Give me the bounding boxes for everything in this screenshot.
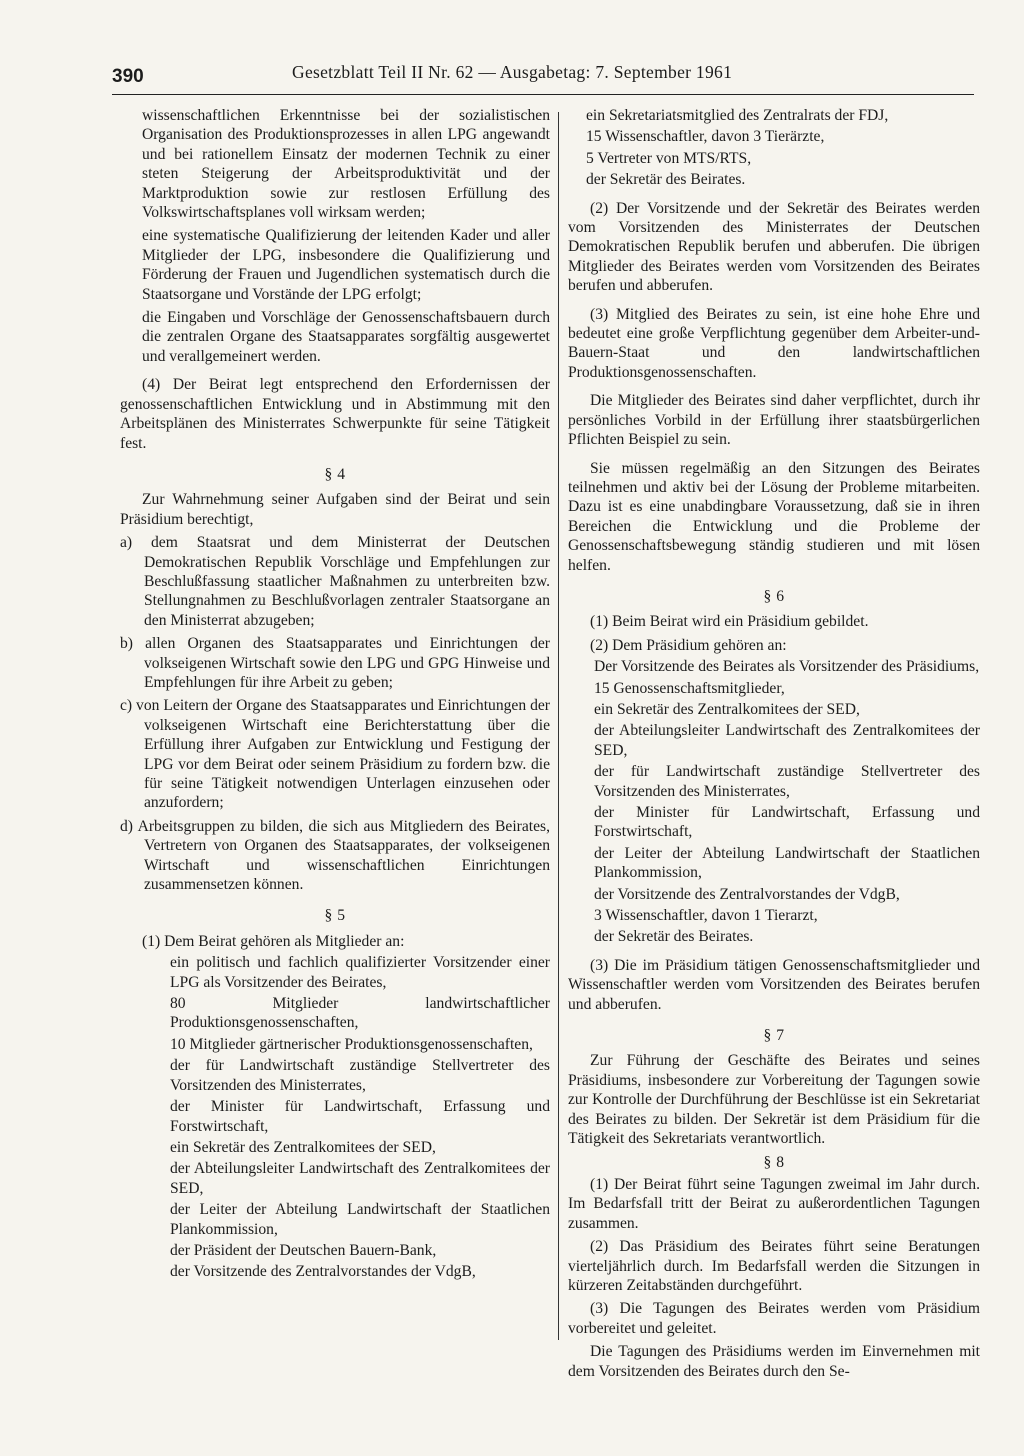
list-item: a) dem Staatsrat und dem Ministerrat der Deutschen Demokratischen Republik Vorschläge und Empfehlungen zur Beschlußfassung staatlicher Maßnahmen zu unterbreiten bzw. Stellungnahmen zu Beschlußvorlagen zentraler Staatsorgane an den Ministerrat abzugeben; [120, 534, 550, 629]
list-item: Der Vorsitzende des Beirates als Vorsitzender des Präsidiums, [594, 658, 980, 676]
section-heading: § 5 [324, 907, 346, 925]
paragraph: eine systematische Qualifizierung der leitenden Kader und aller Mitglieder der LPG, insbesondere die Qualifizierung und Förderung der Frauen und Jugendlichen systematisch durch die Staatsorgane und Vorstände der LPG erfolgt; [142, 227, 550, 303]
section-heading: § 8 [763, 1153, 785, 1171]
list-item: b) allen Organen des Staatsapparates und Einrichtungen der volkseigenen Wirtschaft sowie den LPG und GPG Hinweise und Empfehlungen für ihre Arbeit zu geben; [120, 635, 550, 691]
header-rule [112, 94, 974, 95]
list-item: c) von Leitern der Organe des Staatsapparates und Einrichtungen der volkseigenen Wirtschaft eine Berichterstattung über die Erfüllung ihrer Aufgaben zur Entwicklung und Festigung der LPG vor dem Beirat oder seinem Präsidium zu fordern bzw. die für seine Tätigkeit notwendigen Unterlagen einzusehen oder anzufordern; [120, 697, 550, 812]
page-header [112, 62, 972, 92]
list-item: 10 Mitglieder gärtnerischer Produktionsgenossenschaften, [170, 1035, 533, 1053]
list-item: der Minister für Landwirtschaft, Erfassung und Forstwirtschaft, [170, 1098, 550, 1135]
page-number: 390 [112, 66, 144, 87]
list-item: der Sekretär des Beirates. [594, 928, 754, 946]
paragraph: (3) Die im Präsidium tätigen Genossenschaftsmitglieder und Wissenschaftler werden vom Vorsitzenden des Beirates berufen und abberufen. [568, 956, 980, 1013]
paragraph: Die Tagungen des Präsidiums werden im Einvernehmen mit dem Vorsitzenden des Beirates durch den Se- [568, 1343, 980, 1380]
list-item: der Sekretär des Beirates. [586, 171, 746, 189]
paragraph: (1) Beim Beirat wird ein Präsidium gebildet. [590, 613, 869, 631]
paragraph: (1) Der Beirat führt seine Tagungen zweimal im Jahr durch. Im Bedarfsfall tritt der Beirat zu außerordentlichen Tagungen zusammen. [568, 1175, 980, 1232]
header-title: Gesetzblatt Teil II Nr. 62 — Ausgabetag: 7. September 1961 [292, 62, 733, 82]
paragraph: Zur Wahrnehmung seiner Aufgaben sind der Beirat und sein Präsidium berechtigt, [120, 491, 550, 528]
list-item: der Abteilungsleiter Landwirtschaft des Zentralkomitees der SED, [170, 1160, 550, 1197]
list-item: der Vorsitzende des Zentralvorstandes der VdgB, [170, 1263, 476, 1281]
list-item: der Leiter der Abteilung Landwirtschaft der Staatlichen Plankommission, [170, 1201, 550, 1238]
list-item: ein Sekretariatsmitglied des Zentralrats der FDJ, [586, 107, 889, 124]
paragraph: Die Mitglieder des Beirates sind daher verpflichtet, durch ihr persönliches Vorbild in der Erfüllung ihrer staatsbürgerlichen Pflichten Beispiel zu sein. [568, 392, 980, 449]
list-item: ein politisch und fachlich qualifizierter Vorsitzender einer LPG als Vorsitzender des Beirates, [170, 954, 550, 991]
column-divider [558, 112, 559, 1340]
section-heading: § 7 [763, 1027, 785, 1045]
list-item: 80 Mitglieder landwirtschaftlicher Produktionsgenossenschaften, [170, 995, 550, 1032]
right-column [568, 106, 980, 1381]
list-item: 15 Genossenschaftsmitglieder, [594, 679, 785, 697]
list-item: 15 Wissenschaftler, davon 3 Tierärzte, [586, 128, 825, 146]
paragraph: (2) Der Vorsitzende und der Sekretär des Beirates werden vom Vorsitzenden des Ministerrates der Deutschen Demokratischen Republik berufen und abberufen. Die übrigen Mitglieder des Beirates werden vom Vorsitzenden des Beirates berufen und abberufen. [568, 199, 980, 295]
list-item: 3 Wissenschaftler, davon 1 Tierarzt, [594, 907, 818, 925]
paragraph: (2) Das Präsidium des Beirates führt seine Beratungen vierteljährlich durch. Im Bedarfsfall werden die Sitzungen in kürzeren Zeitabständen durchgeführt. [568, 1238, 980, 1294]
left-column [120, 106, 550, 1282]
paragraph: Zur Führung der Geschäfte des Beirates und seines Präsidiums, insbesondere zur Vorbereitung der Tagungen sowie zur Kontrolle der Durchführung der Beschlüsse ist ein Sekretariat des Beirates zu bilden. Der Sekretär ist dem Präsidium für die Tätigkeit des Sekretariats verantwortlich. [568, 1052, 980, 1148]
list-item: der Abteilungsleiter Landwirtschaft des Zentralkomitees der SED, [594, 722, 980, 759]
paragraph: (4) Der Beirat legt entsprechend den Erfordernissen der genossenschaftlichen Entwicklung und in Abstimmung mit den Arbeitsplänen des Ministerrates Schwerpunkte für seine Tätigkeit fest. [120, 376, 550, 452]
list-item: der Präsident der Deutschen Bauern-Bank, [170, 1241, 437, 1259]
list-item: der Minister für Landwirtschaft, Erfassung und Forstwirtschaft, [594, 804, 980, 841]
paragraph: (3) Mitglied des Beirates zu sein, ist eine hohe Ehre und bedeutet eine große Verpflichtung gegenüber dem Arbeiter-und-Bauern-Staat und den landwirtschaftlichen Produktionsgenossenschaften. [568, 305, 980, 381]
list-item: d) Arbeitsgruppen zu bilden, die sich aus Mitgliedern des Beirates, Vertretern von Organen des Staatsapparates, der volkseigenen Wirtschaft und wissenschaftlichen Einrichtungen zusammensetzen können. [120, 817, 550, 894]
paragraph: die Eingaben und Vorschläge der Genossenschaftsbauern durch die zentralen Organe des Staatsapparates sorgfältig ausgewertet und verallgemeinert werden. [142, 309, 550, 365]
list-item: 5 Vertreter von MTS/RTS, [586, 149, 752, 167]
list-item: der für Landwirtschaft zuständige Stellvertreter des Vorsitzenden des Ministerrates, [170, 1057, 550, 1094]
paragraph: wissenschaftlichen Erkenntnisse bei der sozialistischen Organisation des Produktionsprozesses in allen LPG angewandt und bei rationellem Einsatz der modernen Technik zu einer steten Steigerung der Arbeitsproduktivität und der Marktproduktion sowie zur restlosen Erfüllung des Volkswirtschaftsplanes voll wirksam werden; [142, 107, 550, 222]
paragraph: (3) Die Tagungen des Beirates werden vom Präsidium vorbereitet und geleitet. [568, 1300, 980, 1337]
list-item: der für Landwirtschaft zuständige Stellvertreter des Vorsitzenden des Ministerrates, [594, 763, 980, 800]
list-item: ein Sekretär des Zentralkomitees der SED, [170, 1138, 436, 1156]
list-item: ein Sekretär des Zentralkomitees der SED, [594, 700, 860, 718]
paragraph: Sie müssen regelmäßig an den Sitzungen des Beirates teilnehmen und aktiv bei der Lösung der Probleme mitarbeiten. Dazu ist es eine unabdingbare Voraussetzung, daß sie in ihren Bereichen die Entwicklung und die Probleme der Genossenschaftsbewegung ständig studieren und mit lösen helfen. [568, 459, 980, 574]
section-heading: § 6 [763, 587, 785, 605]
list-item: der Vorsitzende des Zentralvorstandes der VdgB, [594, 885, 900, 903]
paragraph: (1) Dem Beirat gehören als Mitglieder an: [142, 932, 405, 950]
paragraph: (2) Dem Präsidium gehören an: [590, 636, 787, 654]
section-heading: § 4 [324, 465, 346, 483]
list-item: der Leiter der Abteilung Landwirtschaft der Staatlichen Plankommission, [594, 844, 980, 882]
